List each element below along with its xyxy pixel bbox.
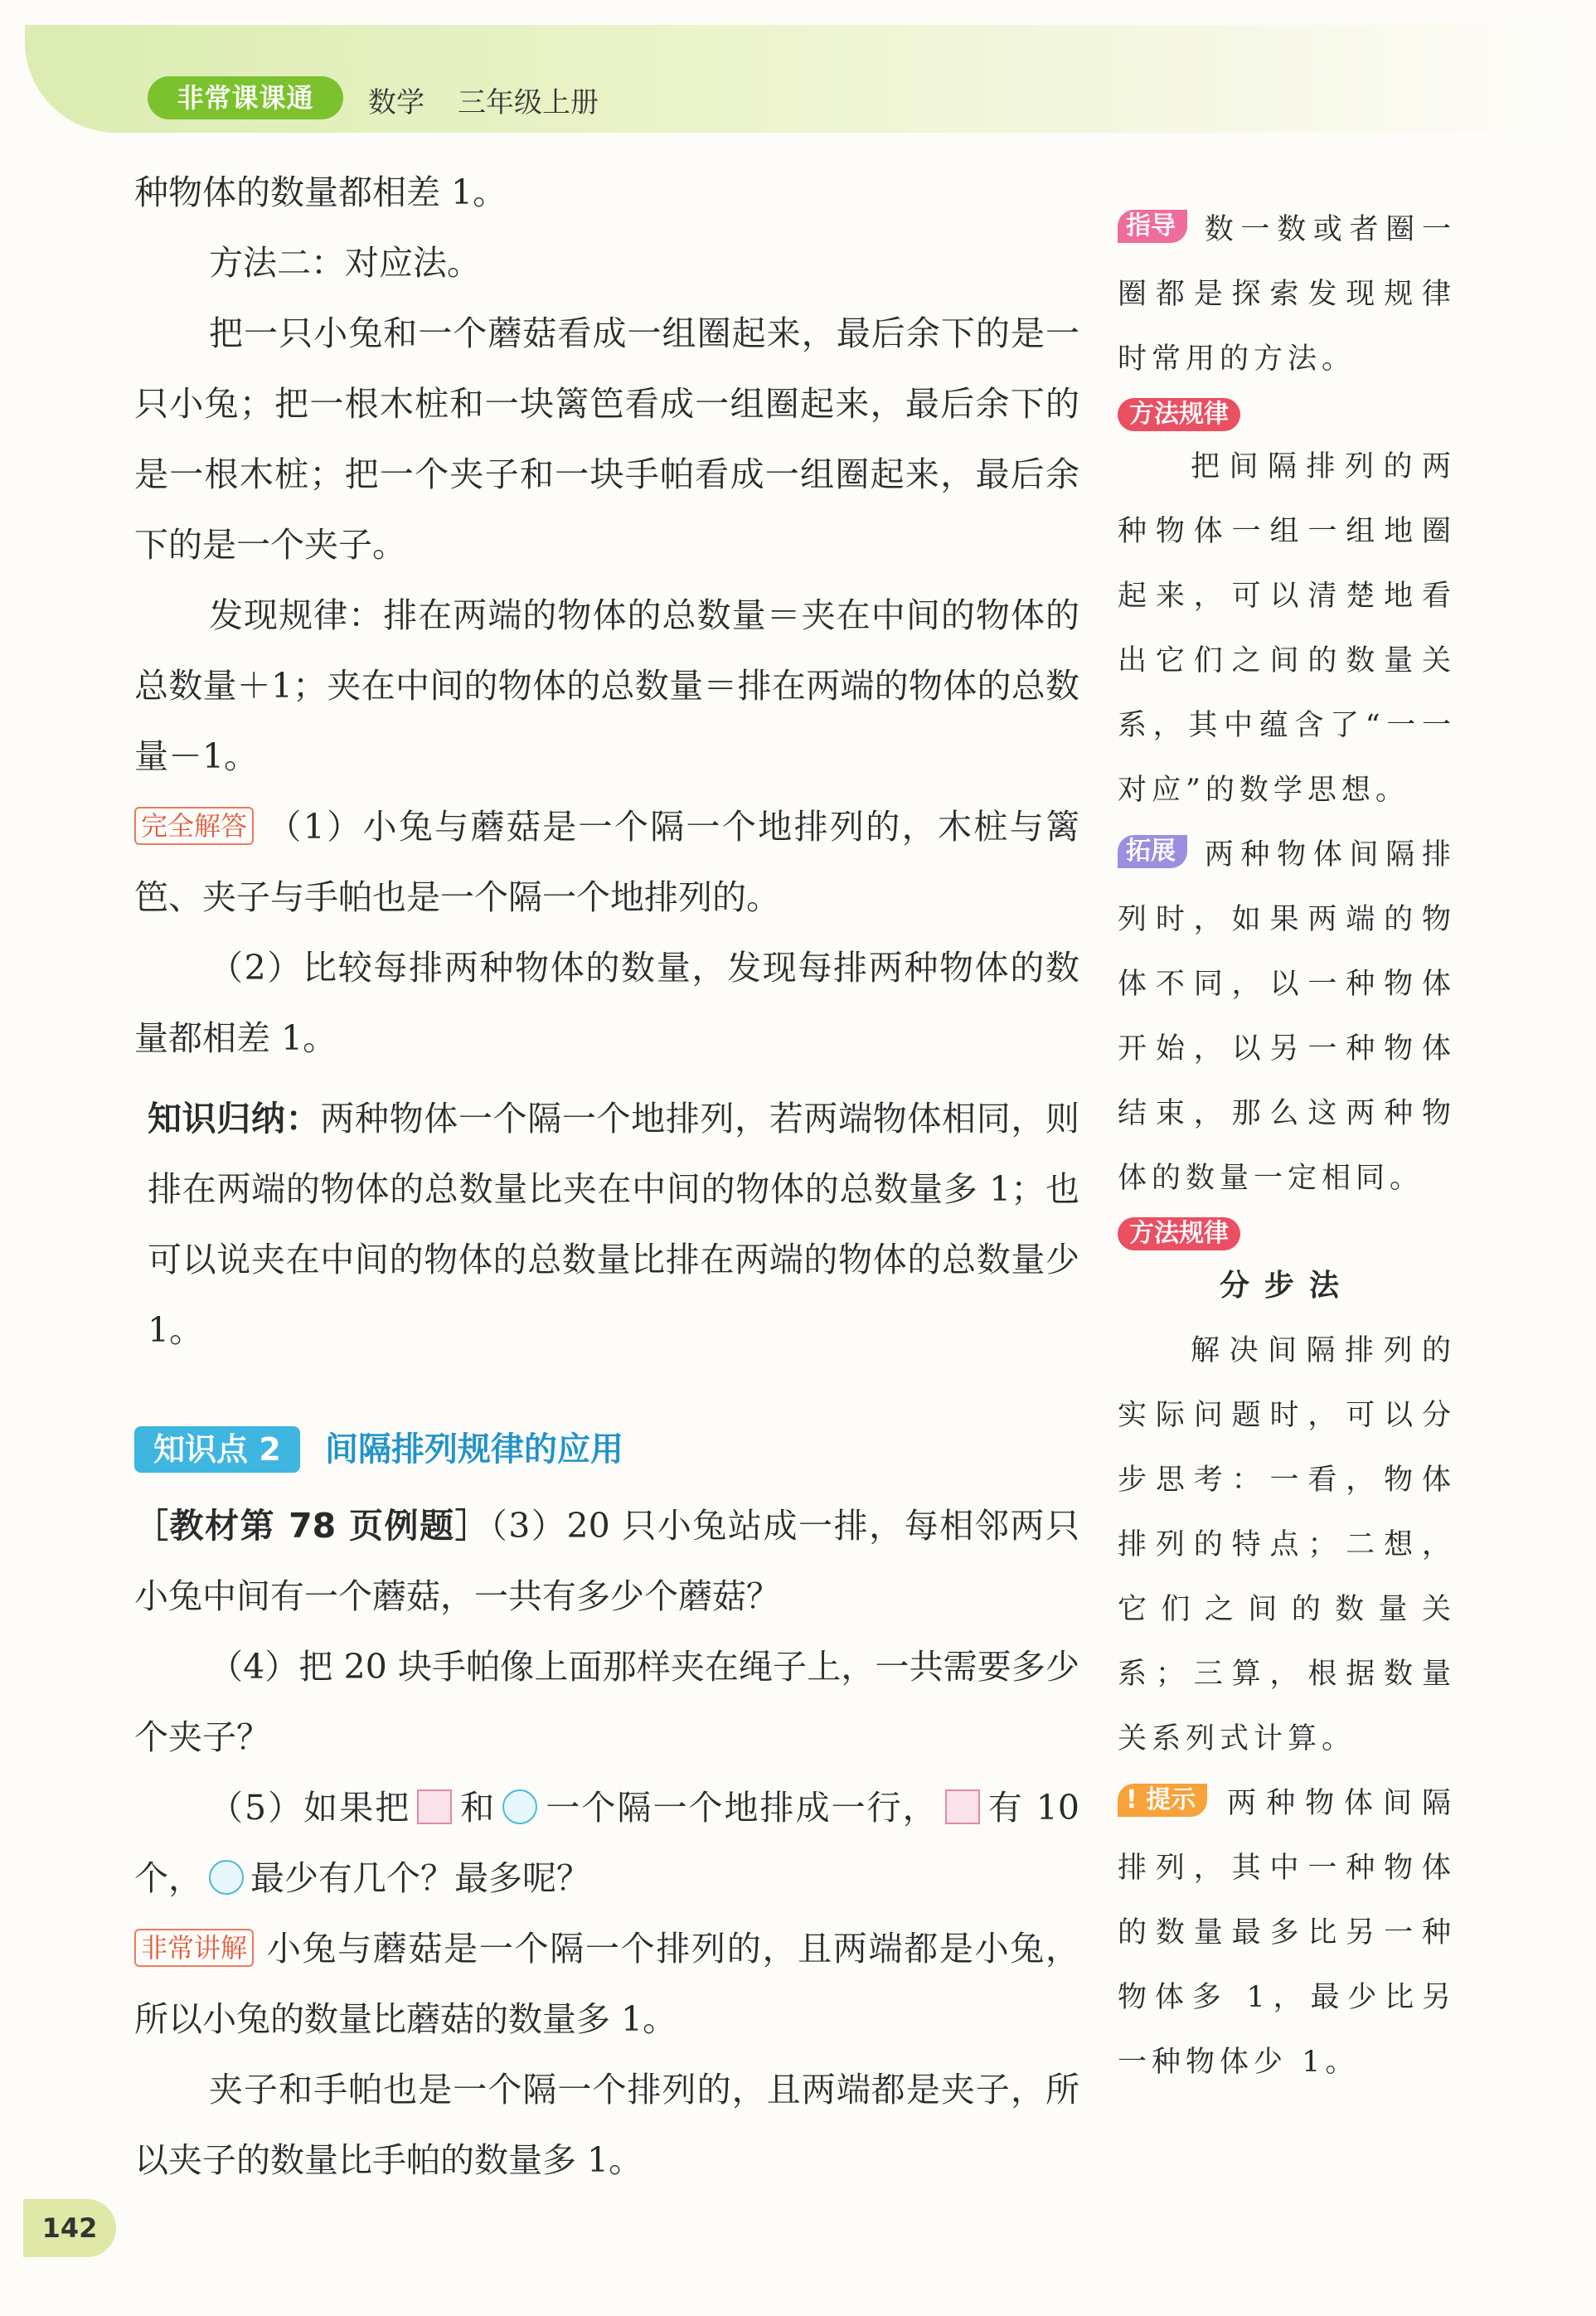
square-icon bbox=[945, 1789, 980, 1824]
brand-badge: 非常课课通 bbox=[148, 76, 343, 119]
summary-label: 知识归纳： bbox=[148, 1099, 321, 1139]
answer-label: 完全解答 bbox=[134, 807, 254, 845]
tip-text: 两种物体间隔排列，其中一种物体的数量最多比另一种物体多 1，最少比另一种物体少 1。 bbox=[1118, 1787, 1456, 2079]
extend-text: 两种物体间隔排列时，如果两端的物体不同，以一种物体开始，以另一种物体结束，那么这两种物体的数量一定相同。 bbox=[1118, 838, 1456, 1195]
page-number: 142 bbox=[23, 2199, 116, 2257]
method-text-1: 把间隔排列的两种物体一组一组地圈起来，可以清楚地看出它们之间的数量关系，其中蕴含了“一一对应”的数学思想。 bbox=[1118, 450, 1456, 807]
guide-text: 数一数或者圈一圈都是探索发现规律时常用的方法。 bbox=[1118, 213, 1456, 376]
q5-text-e: 最少有几个？最多呢？ bbox=[250, 1858, 590, 1898]
example-section bbox=[134, 1491, 1079, 2196]
circle-icon bbox=[209, 1860, 244, 1895]
summary-text: 两种物体一个隔一个地排列，若两端物体相同，则排在两端的物体的总数量比夹在中间的物体的总数量多 1；也可以说夹在中间的物体的总数量比排在两端的物体的总数量少 1。 bbox=[148, 1099, 1080, 1350]
guide-tag: 指导 bbox=[1118, 210, 1187, 243]
step-method-title: 分步法 bbox=[1219, 1269, 1354, 1303]
circle-icon bbox=[502, 1789, 537, 1824]
step-method-text: 解决间隔排列的实际问题时，可以分步思考：一看，物体排列的特点；二想，它们之间的数量关系；三算，根据数量关系列式计算。 bbox=[1118, 1334, 1456, 1755]
summary-box bbox=[148, 1084, 1079, 1366]
method-tag-row-1 bbox=[1118, 398, 1456, 431]
header-grade: 三年级上册 bbox=[458, 86, 599, 119]
paragraph: 把一只小兔和一个蘑菇看成一组圈起来，最后余下的是一只小兔；把一根木桩和一块篱笆看成一组圈起来，最后余下的是一根木桩；把一个夹子和一块手帕看成一组圈起来，最后余下的是一个夹子。 bbox=[134, 313, 1079, 565]
example-q5 bbox=[134, 1773, 1079, 1914]
answer-paragraph bbox=[134, 792, 1079, 933]
answer-text-2: （2）比较每排两种物体的数量，发现每排两种物体的数量都相差 1。 bbox=[134, 948, 1079, 1058]
tip-note bbox=[1118, 1771, 1456, 2095]
explain-paragraph bbox=[134, 1914, 1079, 2055]
q5-text-c: 一个隔一个地排成一行， bbox=[544, 1788, 939, 1828]
guide-note bbox=[1118, 197, 1456, 391]
knowledge-point-title: 间隔排列规律的应用 bbox=[325, 1430, 623, 1469]
q5-text-b: 和 bbox=[458, 1788, 497, 1828]
sidebar bbox=[1118, 197, 1456, 2095]
extend-note bbox=[1118, 823, 1456, 1211]
q5-text-a: （5）如果把 bbox=[209, 1788, 411, 1828]
example-q3-text: （3）20 只小兔站成一排，每相邻两只小兔中间有一个蘑菇，一共有多少个蘑菇？ bbox=[134, 1506, 1079, 1616]
method-heading: 方法二：对应法。 bbox=[209, 243, 481, 283]
answer-text-1: （1）小兔与蘑菇是一个隔一个地排列的，木桩与篱笆、夹子与手帕也是一个隔一个地排列的。 bbox=[134, 807, 1079, 917]
paragraph: 种物体的数量都相差 1。 bbox=[134, 172, 507, 212]
explain-text-2: 夹子和手帕也是一个隔一个排列的，且两端都是夹子，所以夹子的数量比手帕的数量多 1。 bbox=[134, 2070, 1079, 2180]
explain-text-1: 小兔与蘑菇是一个隔一个排列的，且两端都是小兔，所以小兔的数量比蘑菇的数量多 1。 bbox=[134, 1929, 1079, 2039]
example-q3 bbox=[134, 1491, 1079, 1632]
main-column bbox=[134, 158, 1079, 1366]
tip-tag: ! 提示 bbox=[1118, 1784, 1207, 1817]
header-subject: 数学 bbox=[368, 86, 424, 119]
example-q4: （4）把 20 块手帕像上面那样夹在绳子上，一共需要多少个夹子？ bbox=[134, 1647, 1079, 1757]
example-ref: ［教材第 78 页例题］ bbox=[134, 1506, 491, 1546]
q5-text-d: 有 10 个， bbox=[134, 1788, 1079, 1898]
rule-paragraph: 发现规律：排在两端的物体的总数量＝夹在中间的物体的总数量＋1；夹在中间的物体的总数量＝排在两端的物体的总数量－1。 bbox=[134, 595, 1079, 776]
knowledge-point-badge: 知识点 2 bbox=[134, 1426, 300, 1473]
square-icon bbox=[417, 1789, 452, 1824]
explain-label: 非常讲解 bbox=[134, 1929, 254, 1967]
extend-tag: 拓展 bbox=[1118, 835, 1187, 868]
method-tag-row-2 bbox=[1118, 1217, 1456, 1250]
method-tag-2: 方法规律 bbox=[1118, 1217, 1240, 1250]
summary-paragraph bbox=[148, 1084, 1079, 1366]
method-tag-1: 方法规律 bbox=[1118, 398, 1240, 431]
